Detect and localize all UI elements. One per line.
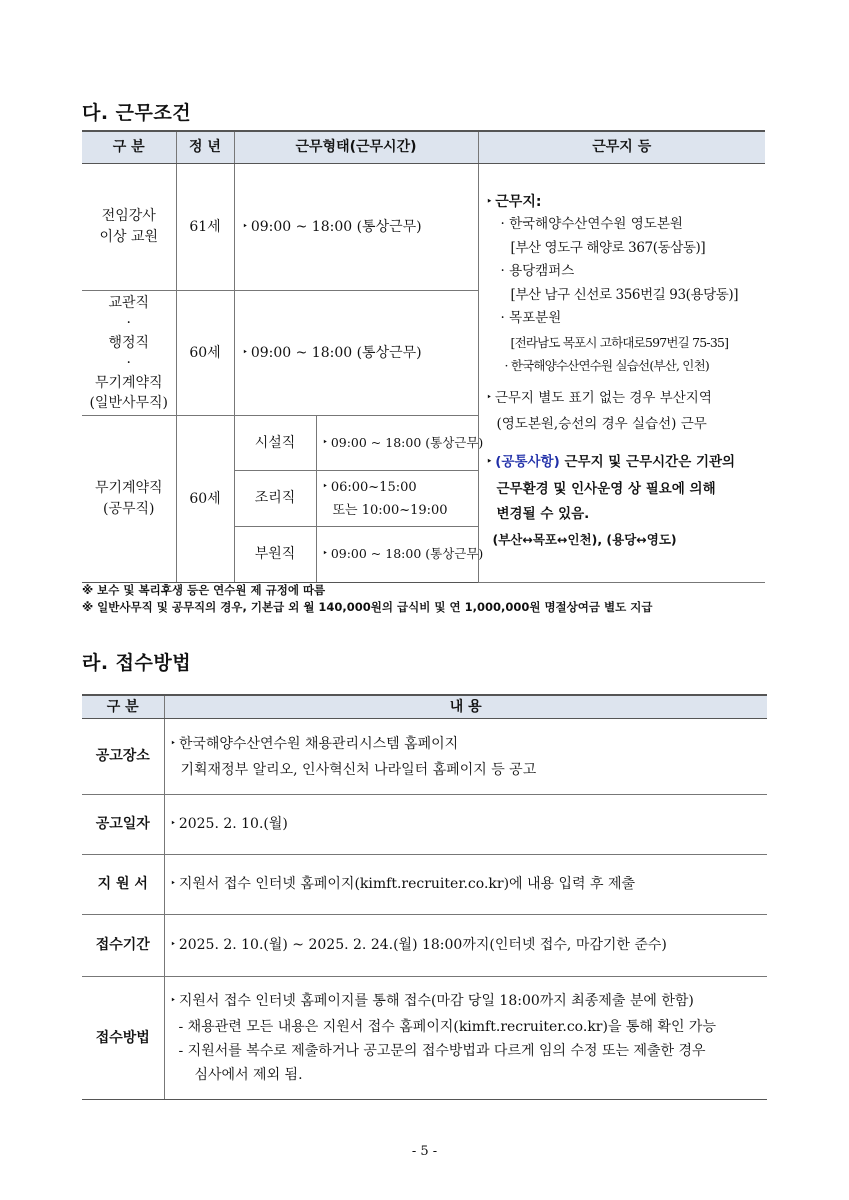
bullet-icon: ‣	[170, 738, 176, 749]
header-content: 내 용	[164, 695, 767, 719]
hours-cell	[316, 471, 478, 527]
content-line: - 지원서를 복수로 제출하거나 공고문의 접수방법과 다르게 임의 수정 또는 제출한 경우	[178, 1043, 706, 1059]
header-category: 구 분	[82, 131, 176, 164]
age-cell: 61세	[176, 164, 234, 291]
note-line: ※ 일반사무직 및 공무직의 경우, 기본급 외 월 140,000원의 급식비 및 연 1,000,000원 명절상여금 별도 지급	[82, 600, 653, 614]
hours-cell	[316, 527, 484, 583]
application-table	[82, 694, 767, 1100]
hours-text: 09:00 ~ 18:00 (통상근무)	[330, 546, 484, 562]
category-line: (공무직)	[103, 501, 155, 517]
age-cell: 60세	[176, 416, 234, 583]
row-label: 접수기간	[82, 915, 164, 977]
workplace-cell	[478, 164, 765, 583]
content-line: 기획재정부 알리오, 인사혁신처 나라일터 홈페이지 등 공고	[180, 761, 537, 778]
section-title-work-conditions: 다. 근무조건	[82, 102, 192, 124]
content-line: 2025. 2. 10.(월) ~ 2025. 2. 24.(월) 18:00까지(인터넷 접수, 마감기한 준수)	[178, 937, 667, 953]
category-line: 전임강사	[101, 208, 156, 224]
row-label: 공고일자	[82, 795, 164, 855]
workplace-line: · 한국해양수산연수원 영도본원	[500, 216, 683, 232]
category-line: ·	[126, 355, 131, 371]
header-age: 정 년	[176, 131, 234, 164]
age-cell: 60세	[176, 291, 234, 416]
row-label: 공고장소	[82, 719, 164, 795]
workplace-line: [전라남도 목포시 고하대로597번길 75-35]	[510, 334, 729, 350]
workplace-line: · 한국해양수산연수원 실습선(부산, 인천)	[504, 358, 709, 373]
content-line: 한국해양수산연수원 채용관리시스템 홈페이지	[178, 735, 459, 752]
workplace-line: [부산 남구 신선로 356번길 93(용당동)]	[510, 286, 739, 303]
header-workplace: 근무지 등	[478, 131, 765, 164]
common-text: (부산↔목포↔인천), (용당↔영도)	[492, 531, 677, 547]
bullet-icon: ‣	[486, 456, 493, 467]
row-content	[164, 719, 767, 795]
note-line: ※ 보수 및 복리후생 등은 연수원 제 규정에 따름	[82, 583, 326, 597]
section-title-application: 라. 접수방법	[82, 652, 192, 674]
content-line: 지원서 접수 인터넷 홈페이지(kimft.recruiter.co.kr)에 내용 입력 후 제출	[178, 876, 636, 892]
content-line: - 채용관련 모든 내용은 지원서 접수 홈페이지(kimft.recruiter.co.kr)을 통해 확인 가능	[178, 1019, 716, 1035]
category-line: 이상 교원	[99, 229, 159, 245]
category-line: 교관직	[108, 295, 150, 311]
bullet-icon: ‣	[322, 437, 328, 448]
bullet-icon: ‣	[486, 392, 492, 403]
row-content	[164, 977, 767, 1100]
workplace-line: · 목포분원	[500, 310, 562, 326]
hours-text: 09:00 ~ 18:00 (통상근무)	[250, 344, 422, 361]
row-content	[164, 855, 767, 915]
workplace-note: 근무지 별도 표기 없는 경우 부산지역	[494, 389, 712, 406]
job-type-cell: 시설직	[234, 416, 316, 471]
row-label: 지 원 서	[82, 855, 164, 915]
bullet-icon: ‣	[322, 481, 328, 492]
category-line: 무기계약직	[94, 375, 163, 391]
row-label: 접수방법	[82, 977, 164, 1100]
category-line: (일반사무직)	[89, 395, 169, 411]
bullet-icon: ‣	[170, 940, 176, 950]
category-line: 행정직	[108, 335, 150, 351]
header-category: 구 분	[82, 695, 164, 719]
hours-text: 06:00~15:00	[330, 479, 417, 495]
category-cell	[82, 291, 176, 416]
content-line: 심사에서 제외 됨.	[194, 1067, 303, 1083]
workplace-note: (영도본원,승선의 경우 실습선) 근무	[496, 415, 707, 432]
bullet-icon: ‣	[170, 819, 176, 829]
workplace-line: · 용당캠퍼스	[500, 263, 575, 279]
bullet-icon: ‣	[170, 879, 176, 889]
hours-text: 또는 10:00~19:00	[332, 502, 448, 518]
common-text: 근무지 및 근무시간은 기관의	[564, 453, 736, 470]
workplace-label: 근무지:	[495, 194, 542, 210]
row-content	[164, 915, 767, 977]
content-line: 지원서 접수 인터넷 홈페이지를 통해 접수(마감 당일 18:00까지 최종제출 분에 한함)	[178, 993, 694, 1009]
bullet-icon: ‣	[486, 197, 493, 207]
common-label: (공통사항)	[495, 453, 560, 470]
bullet-icon: ‣	[322, 549, 328, 560]
header-hours: 근무형태(근무시간)	[234, 131, 478, 164]
bullet-icon: ‣	[242, 347, 248, 358]
hours-cell	[234, 291, 478, 416]
job-type-cell: 조리직	[234, 471, 316, 527]
bullet-icon: ‣	[170, 996, 176, 1006]
hours-cell	[316, 416, 484, 471]
common-text: 근무환경 및 인사운영 상 필요에 의해	[496, 480, 716, 497]
row-content	[164, 795, 767, 855]
category-line: ·	[126, 315, 131, 331]
job-type-cell: 부원직	[234, 527, 316, 583]
hours-text: 09:00 ~ 18:00 (통상근무)	[250, 218, 422, 235]
category-cell	[82, 416, 176, 583]
work-conditions-table	[82, 130, 765, 583]
common-text: 변경될 수 있음.	[496, 505, 590, 522]
category-line: 무기계약직	[94, 480, 163, 496]
bullet-icon: ‣	[242, 221, 248, 232]
hours-cell	[234, 164, 478, 291]
workplace-line: [부산 영도구 해양로 367(동삼동)]	[510, 239, 706, 256]
page-number: - 5 -	[411, 1144, 438, 1159]
notes	[82, 582, 782, 616]
category-cell	[82, 164, 176, 291]
content-line: 2025. 2. 10.(월)	[178, 816, 288, 832]
hours-text: 09:00 ~ 18:00 (통상근무)	[330, 434, 484, 450]
